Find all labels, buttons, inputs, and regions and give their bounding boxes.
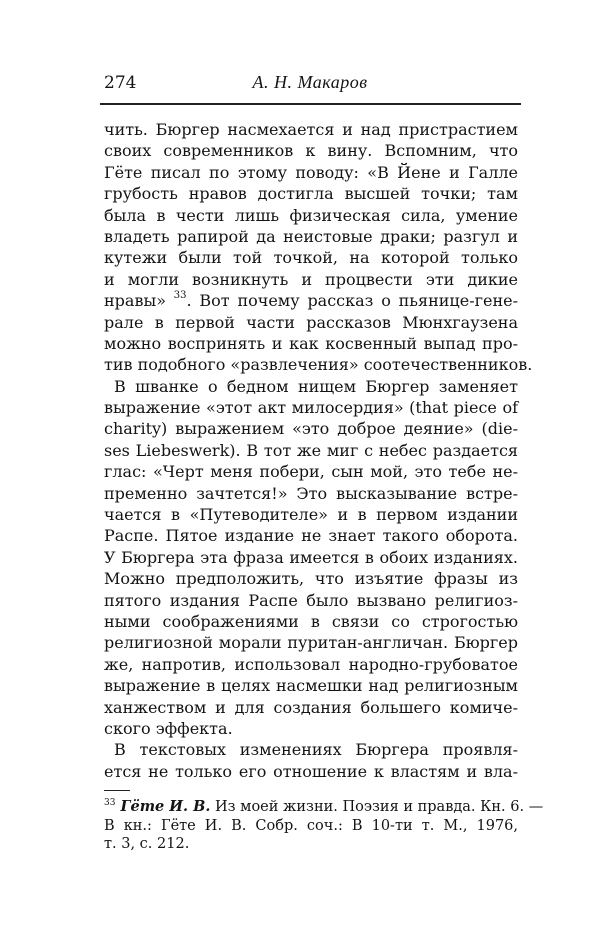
text-line: и могли возникнуть и процвести эти дикие (104, 269, 518, 289)
text-line: выражение «этот акт милосердия» (that piece of (104, 398, 518, 418)
text-line: У Бюргера эта фраза имеется в обоих изданиях. (104, 547, 518, 567)
text-line: чается в «Путеводителе» и в первом издании (104, 505, 518, 525)
page-number: 274 (104, 73, 137, 93)
text-line: ными соображениями в связи со строгостью (104, 611, 518, 631)
body-text (104, 119, 533, 782)
text-line: религиозной морали пуритан-англичан. Бюргер (104, 633, 518, 653)
footnote-rule (104, 790, 130, 791)
text-line: была в чести лишь физическая сила, умение (104, 205, 518, 225)
header-rule (100, 103, 521, 105)
text-line: грубость нравов достигла высшей точки; там (104, 184, 518, 204)
text-line: ханжеством и для создания большего комиче- (104, 697, 518, 717)
footnote-number: 33 (104, 798, 116, 808)
text-line: Распе. Пятое издание не знает такого оборота. (104, 526, 518, 546)
footnote-line: т. 3, с. 212. (104, 836, 190, 852)
footnote-text: Из моей жизни. Поэзия и правда. Кн. 6. — (215, 799, 544, 815)
text-line: глас: «Черт меня побери, сын мой, это тебе не- (104, 462, 518, 482)
text-fragment: нравы» (104, 291, 166, 311)
text-line: В текстовых изменениях Бюргера проявля- (114, 740, 518, 760)
text-line: же, напротив, использовал народно-грубоватое (104, 654, 518, 674)
text-line: пятого издания Распе было вызвано религиоз- (104, 590, 518, 610)
text-line: своих современников к вину. Вспомним, что (104, 141, 518, 161)
text-line: владеть рапирой да неистовые драки; разгул и (104, 226, 518, 246)
text-line (104, 290, 518, 311)
text-line: charity) выражением «это доброе деяние» (die- (104, 419, 518, 439)
text-line: пременно зачтется!» Это высказывание встре- (104, 483, 518, 503)
text-line: чить. Бюргер насмехается и над пристрастием (104, 120, 518, 139)
text-line: тив подобного «развлечения» соотечественников. (104, 355, 533, 375)
text-fragment: . Вот почему рассказ о пьянице-гене- (186, 291, 518, 311)
footnote-line: В кн.: Гёте И. В. Собр. соч.: В 10-ти т. М., 1976, (104, 817, 518, 834)
text-line: кутежи были той точкой, на которой только (104, 248, 518, 268)
text-line: Можно предположить, что изъятие фразы из (104, 569, 518, 589)
text-line: можно воспринять и как косвенный выпад про- (104, 333, 518, 353)
footnote-line (104, 798, 544, 817)
running-head: А. Н. Макаров (252, 72, 368, 92)
footnote (104, 798, 544, 854)
text-line: В шванке о бедном нищем Бюргер заменяет (114, 376, 518, 396)
text-line: ses Liebeswerk). В тот же миг с небес раздается (104, 440, 518, 460)
text-line: Гёте писал по этому поводу: «В Йене и Галле (104, 162, 518, 182)
text-line: выражение в целях насмешки над религиозным (104, 676, 518, 696)
text-line: ется не только его отношение к властям и вла- (104, 761, 518, 781)
footnote-author: Гёте И. В. (120, 798, 211, 815)
text-line: ского эффекта. (104, 718, 233, 738)
footnote-ref[interactable]: 33 (173, 290, 187, 302)
text-line: рале в первой части рассказов Мюнхгаузена (104, 312, 518, 332)
